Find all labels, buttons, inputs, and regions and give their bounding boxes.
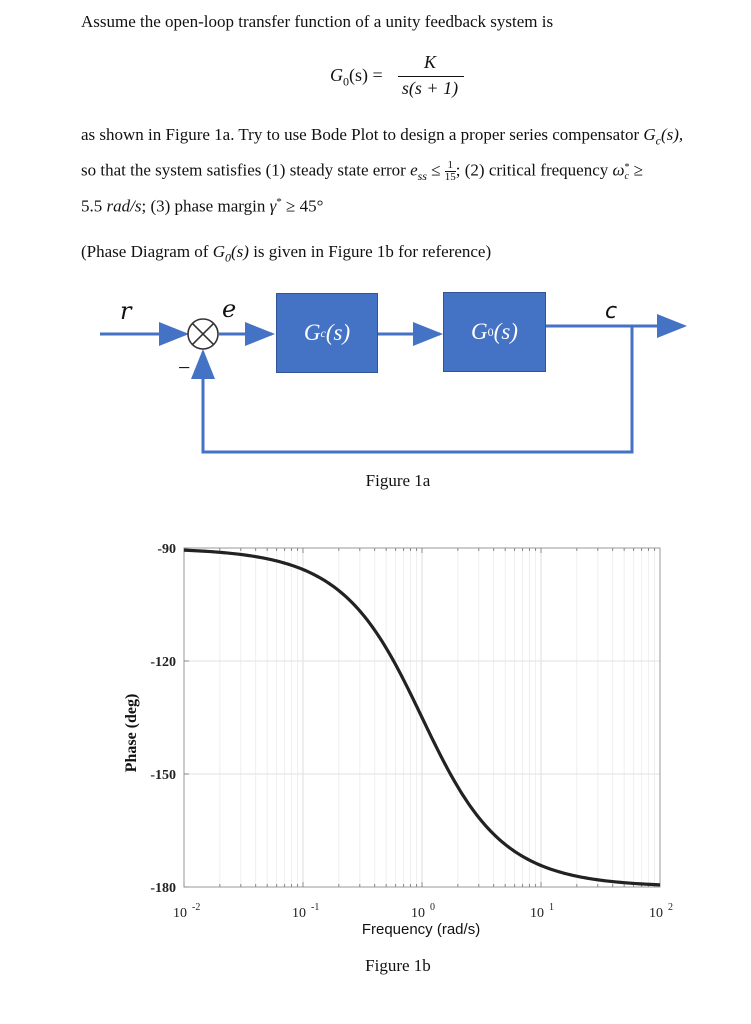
output-label-c: c xyxy=(605,299,618,324)
x-tick-exponent: 1 xyxy=(549,902,554,913)
plot-ticks xyxy=(184,548,655,887)
x-tick-label: 10 xyxy=(173,906,187,921)
figure-1b-caption: Figure 1b xyxy=(365,956,431,975)
x-tick-label: 10 xyxy=(411,906,425,921)
x-tick-labels xyxy=(173,902,673,921)
x-tick-exponent: 2 xyxy=(668,902,673,913)
input-label-r: r xyxy=(120,297,132,325)
equation-lhs: $G_0(s)$ = xyxy=(330,65,383,89)
y-tick-label: -90 xyxy=(157,542,176,557)
equation-denominator: s(s + 1) xyxy=(401,78,459,98)
intro-text: Assume the open-loop transfer function of a unity feedback system is xyxy=(81,12,554,31)
problem-line-1: as shown in Figure 1a. Try to use Bode Plot to design a proper series compensator $G_c(s)$, xyxy=(81,125,684,148)
x-tick-label: 10 xyxy=(292,906,306,921)
figure-1a-caption: Figure 1a xyxy=(365,471,431,490)
feedback-path xyxy=(203,326,632,452)
y-tick-label: -150 xyxy=(150,768,176,783)
transfer-function-equation xyxy=(330,52,470,102)
y-tick-label: -120 xyxy=(150,655,176,670)
problem-line-3: 5.5 rad/s; (3) phase margin γ* ≥ 45° xyxy=(81,196,324,216)
x-tick-exponent: 0 xyxy=(430,902,435,913)
summing-junction xyxy=(188,319,218,349)
phase-plot xyxy=(0,530,751,950)
x-tick-label: 10 xyxy=(530,906,544,921)
y-tick-labels xyxy=(150,542,176,896)
minus-sign: − xyxy=(178,355,191,380)
x-tick-exponent: -1 xyxy=(311,902,320,913)
plant-block: G 0 (s) xyxy=(443,292,546,372)
problem-line-2: so that the system satisfies (1) steady state error $e_{ss}$ ≤ $\frac{1}{15}$ ; (2) critical frequency ω * c ≥ xyxy=(81,159,644,183)
compensator-block: G c (s) xyxy=(276,293,378,373)
block-diagram xyxy=(0,285,751,470)
y-tick-label: -180 xyxy=(150,881,176,896)
y-axis-label: Phase (deg) xyxy=(123,693,140,773)
equation-numerator: K xyxy=(423,52,436,72)
x-axis-label: Frequency (rad/s) xyxy=(361,921,481,938)
x-tick-label: 10 xyxy=(649,906,663,921)
equation-fraction-bar xyxy=(398,76,464,77)
reference-note: (Phase Diagram of $G_0(s)$ is given in Figure 1b for reference) xyxy=(81,242,492,265)
x-tick-exponent: -2 xyxy=(192,902,201,913)
ess-fraction: $\frac{1}{15}$ xyxy=(444,159,456,183)
error-label-e: e xyxy=(222,295,237,323)
